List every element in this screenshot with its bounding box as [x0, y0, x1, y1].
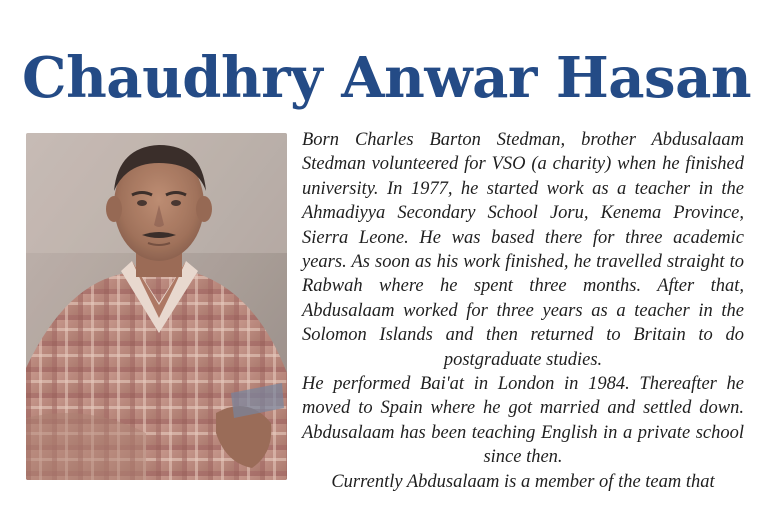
biography-text — [302, 128, 744, 494]
biography-paragraph-2: He performed Bai'at in London in 1984. Thereafter he moved to Spain where he got married and settled down. Abdusalaam has been teaching English in a private school since then. — [302, 374, 744, 468]
biography-paragraph-3: Currently Abdusalaam is a member of the team that — [331, 471, 715, 492]
page-title: Chaudhry Anwar Hasan — [22, 44, 752, 111]
portrait-photo — [26, 133, 287, 480]
biography-paragraph-1: Born Charles Barton Stedman, brother Abdusalaam Stedman volunteered for VSO (a charity) when he finished university. In 1977, he started work as a teacher in the Ahmadiyya Secondary School Joru, Kenema Province, Sierra Leone. He was based there for three academic years. As soon as his work finished, he travelled straight to Rabwah where he spent three months. After that, Abdusalaam worked for three years as a teacher in the Solomon Islands and then returned to Britain to do postgraduate studies. — [302, 130, 744, 370]
portrait-photo-icon — [26, 133, 287, 480]
